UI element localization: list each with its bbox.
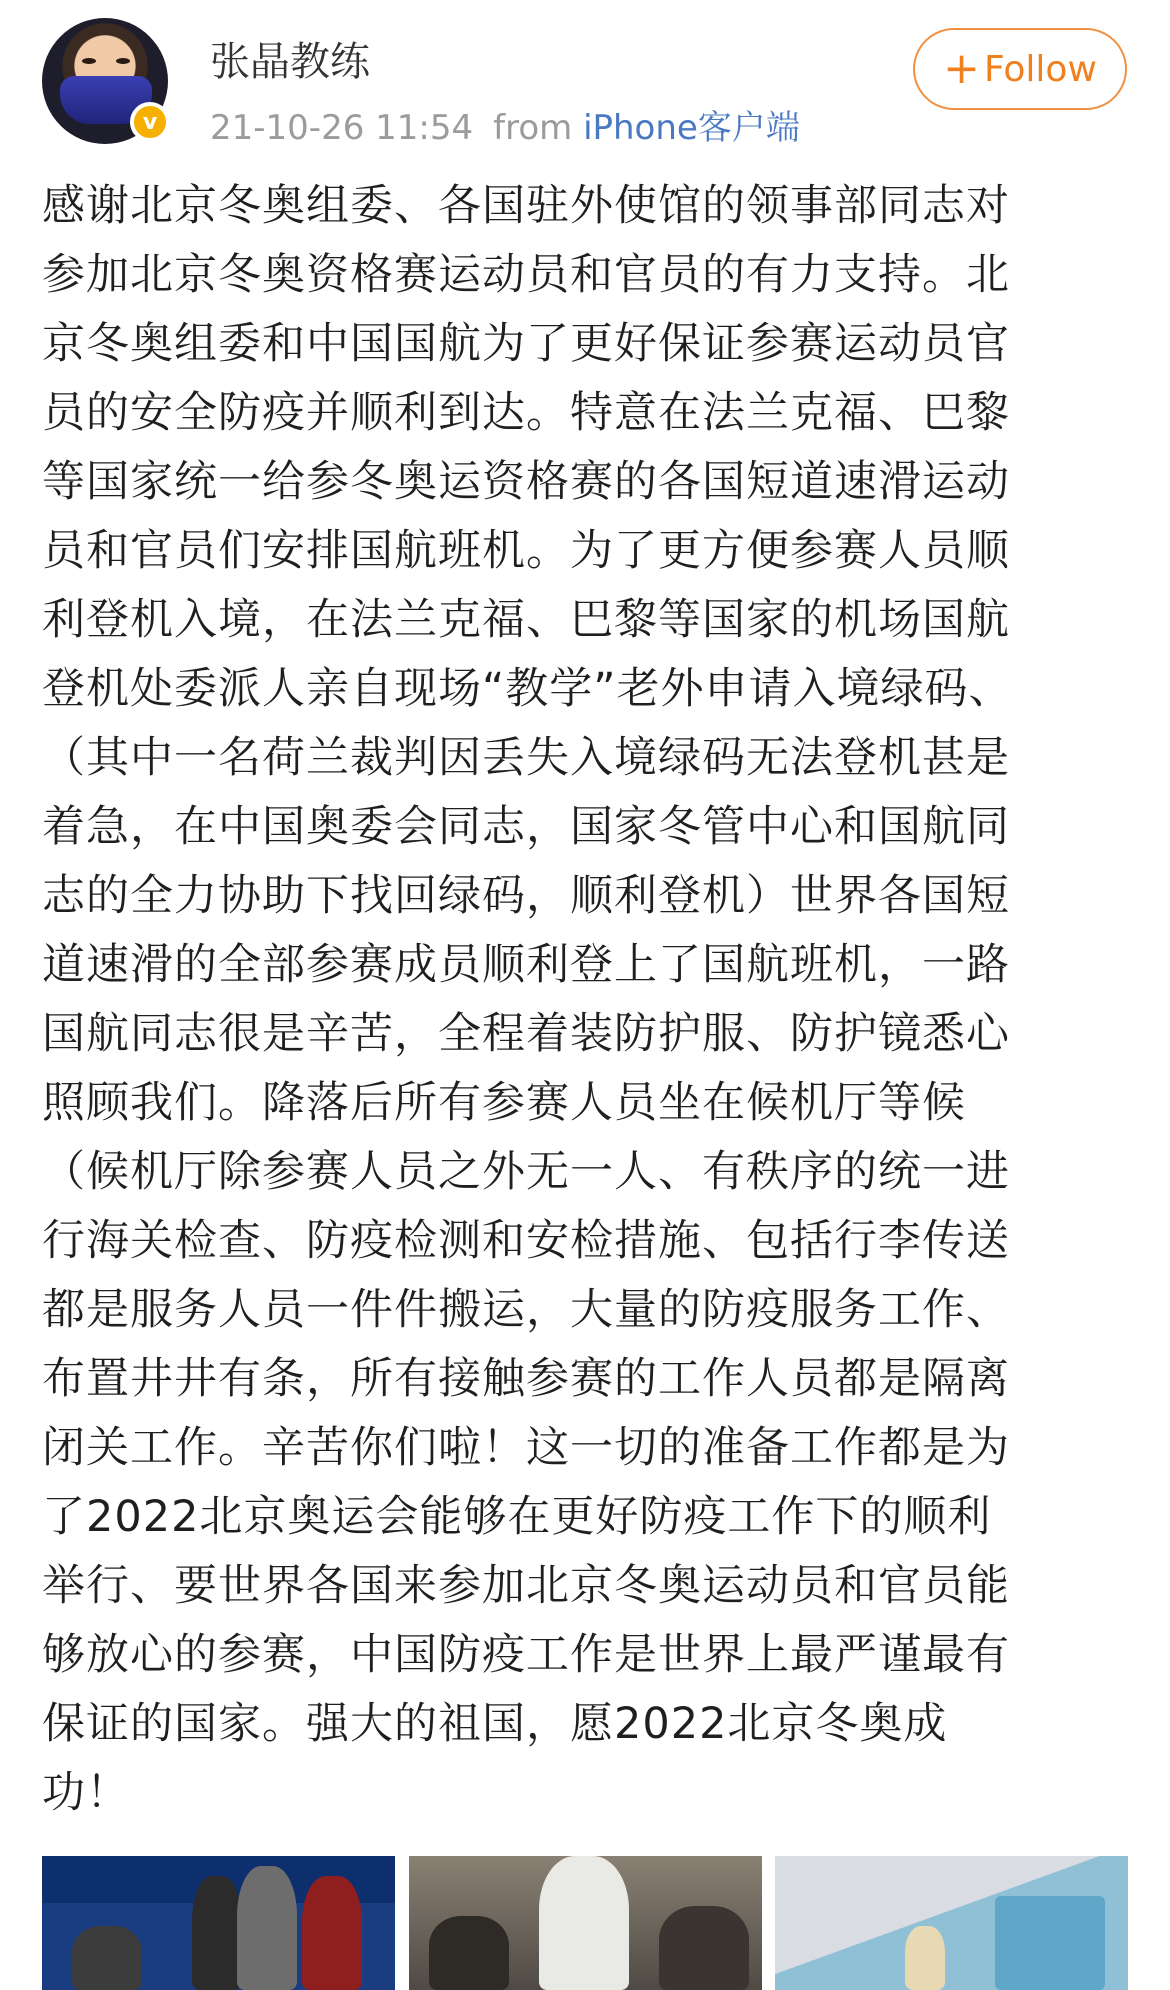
photo-figure [192,1876,242,1990]
post-header [0,0,1170,160]
content-line: 等国家统一给参冬奥运资格赛的各国短道速滑运动 [42,457,1010,507]
content-line: 布置井井有条，所有接触参赛的工作人员都是隔离 [42,1354,1010,1404]
content-line: 举行、要世界各国来参加北京冬奥运动员和官员能 [42,1561,1010,1611]
post-content [42,172,1132,1828]
content-line: 道速滑的全部参赛成员顺利登上了国航班机，一路 [42,940,1010,990]
image-gallery [42,1856,1130,1990]
content-line: 利登机入境，在法兰克福、巴黎等国家的机场国航 [42,595,1010,645]
username[interactable]: 张晶教练 [210,39,370,85]
content-line: 志的全力协助下找回绿码，顺利登机）世界各国短 [42,871,1010,921]
verified-badge-icon: v [130,102,170,142]
content-line: 参加北京冬奥资格赛运动员和官员的有力支持。北 [42,250,1010,300]
content-line: 国航同志很是辛苦，全程着装防护服、防护镜悉心 [42,1009,1010,1059]
post-meta [210,100,800,149]
plus-icon: + [943,43,980,94]
photo-figure [72,1926,142,1990]
follow-label: Follow [983,48,1097,90]
photo-thumbnail-athletes[interactable] [42,1856,395,1990]
photo-thumbnail-cabin[interactable] [409,1856,762,1990]
follow-button[interactable] [913,28,1127,110]
content-line: （候机厅除参赛人员之外无一人、有秩序的统一进 [42,1147,1010,1197]
content-line: 够放心的参赛，中国防疫工作是世界上最严谨最有 [42,1630,1010,1680]
content-line: 功！ [42,1768,130,1818]
content-line: 着急，在中国奥委会同志，国家冬管中心和国航同 [42,802,1010,852]
photo-banner [995,1896,1105,1990]
content-line: 员的安全防疫并顺利到达。特意在法兰克福、巴黎 [42,388,1010,438]
photo-figure [539,1856,629,1990]
avatar-eye-left [82,58,96,64]
source-link[interactable]: iPhone客户端 [583,108,800,148]
content-line: （其中一名荷兰裁判因丢失入境绿码无法登机甚是 [42,733,1010,783]
from-label: from [493,108,573,148]
content-line: 闭关工作。辛苦你们啦！这一切的准备工作都是为 [42,1423,1010,1473]
avatar-eye-right [116,58,130,64]
photo-figure [302,1876,362,1990]
content-line: 登机处委派人亲自现场“教学”老外申请入境绿码、 [42,664,1013,714]
content-line: 都是服务人员一件件搬运，大量的防疫服务工作、 [42,1285,1010,1335]
content-line: 行海关检查、防疫检测和安检措施、包括行李传送 [42,1216,1010,1266]
content-line: 京冬奥组委和中国国航为了更好保证参赛运动员官 [42,319,1010,369]
photo-figure [237,1866,297,1990]
content-line: 感谢北京冬奥组委、各国驻外使馆的领事部同志对 [42,181,1010,231]
content-line: 照顾我们。降落后所有参赛人员坐在候机厅等候 [42,1078,966,1128]
content-line: 了2022北京奥运会能够在更好防疫工作下的顺利 [42,1492,992,1542]
timestamp: 21-10-26 11:54 [210,108,474,148]
content-line: 员和官员们安排国航班机。为了更方便参赛人员顺 [42,526,1010,576]
photo-figure [905,1926,945,1990]
photo-figure [429,1916,509,1990]
photo-figure [659,1906,749,1990]
photo-thumbnail-airport[interactable] [775,1856,1128,1990]
content-line: 保证的国家。强大的祖国，愿2022北京冬奥成 [42,1699,948,1749]
